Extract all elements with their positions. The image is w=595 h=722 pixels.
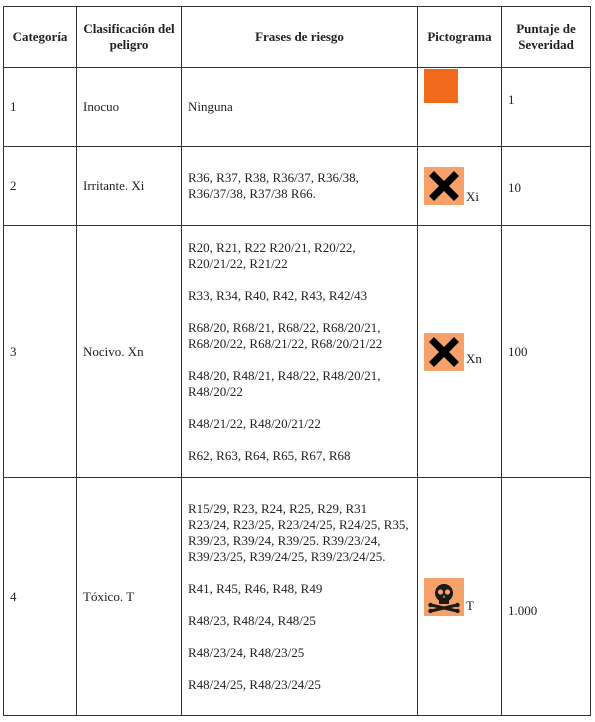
pictogram-code: T — [466, 597, 474, 613]
hazard-table — [3, 6, 591, 716]
pictogram-cell — [418, 226, 502, 478]
skull-crossbones-icon — [424, 578, 464, 616]
phrase-group: R68/20, R68/21, R68/22, R68/20/21, R68/20/22, R68/21/22, R68/20/21/22 — [188, 319, 383, 351]
header-score: Puntaje de Severidad — [502, 7, 591, 68]
score-cell: 1.000 — [502, 478, 591, 716]
header-row — [4, 7, 591, 68]
pictogram-code: Xi — [466, 189, 479, 204]
phrase-group: R41, R45, R46, R48, R49 — [188, 580, 323, 596]
pictogram-cell — [418, 147, 502, 226]
phrases-cell — [182, 226, 418, 478]
category-cell: 2 — [4, 147, 77, 226]
classification-cell: Nocivo. Xn — [77, 226, 182, 478]
phrase-group: R36, R37, R38, R36/37, R36/38, R36/37/38, R37/38 R66. — [188, 170, 359, 201]
header-category: Categoría — [4, 7, 77, 68]
score-cell: 10 — [502, 147, 591, 226]
phrase-group: R20, R21, R22 R20/21, R20/22, R20/21/22, R21/22 — [188, 239, 356, 271]
phrase-group: R33, R34, R40, R42, R43, R42/43 — [188, 287, 368, 303]
pictogram-cell — [418, 68, 502, 147]
classification-cell: Irritante. Xi — [77, 147, 182, 226]
phrase-group: R48/21/22, R48/20/21/22 — [188, 415, 321, 431]
category-cell: 1 — [4, 68, 77, 147]
phrase-group: R48/24/25, R48/23/24/25 — [188, 676, 321, 692]
phrases-cell — [182, 68, 418, 147]
phrase-group: R48/23/24, R48/23/25 — [188, 644, 305, 660]
category-cell: 4 — [4, 478, 77, 716]
pictogram-code: Xn — [466, 350, 482, 366]
table-row — [4, 68, 591, 147]
header-phrases: Frases de riesgo — [182, 7, 418, 68]
classification-cell: Inocuo — [77, 68, 182, 147]
table-row — [4, 478, 591, 716]
phrase-group: R62, R63, R64, R65, R67, R68 — [188, 447, 351, 463]
score-cell: 1 — [502, 68, 591, 147]
phrases-cell — [182, 147, 418, 226]
harmful-x-icon — [424, 333, 464, 371]
header-pictogram: Pictograma — [418, 7, 502, 68]
phrase-group: R48/23, R48/24, R48/25 — [188, 612, 316, 628]
table-row — [4, 226, 591, 478]
header-classification: Clasificación del peligro — [77, 7, 182, 68]
phrases-cell — [182, 478, 418, 716]
phrase-group: R15/29, R23, R24, R25, R29, R31 R23/24, R23/25, R23/24/25, R24/25, R35, R39/23, R39/24, R39/25. R39/23/24, R39/23/25, R39/24/25, R39/23/24/25. — [188, 500, 409, 564]
phrase-group: Ninguna — [188, 99, 233, 114]
score-cell: 100 — [502, 226, 591, 478]
phrase-group: R48/20, R48/21, R48/22, R48/20/21, R48/20/22 — [188, 367, 381, 399]
irritant-x-icon — [424, 167, 464, 205]
table-row — [4, 147, 591, 226]
orange-square-icon — [424, 69, 458, 103]
category-cell: 3 — [4, 226, 77, 478]
pictogram-cell — [418, 478, 502, 716]
classification-cell: Tóxico. T — [77, 478, 182, 716]
